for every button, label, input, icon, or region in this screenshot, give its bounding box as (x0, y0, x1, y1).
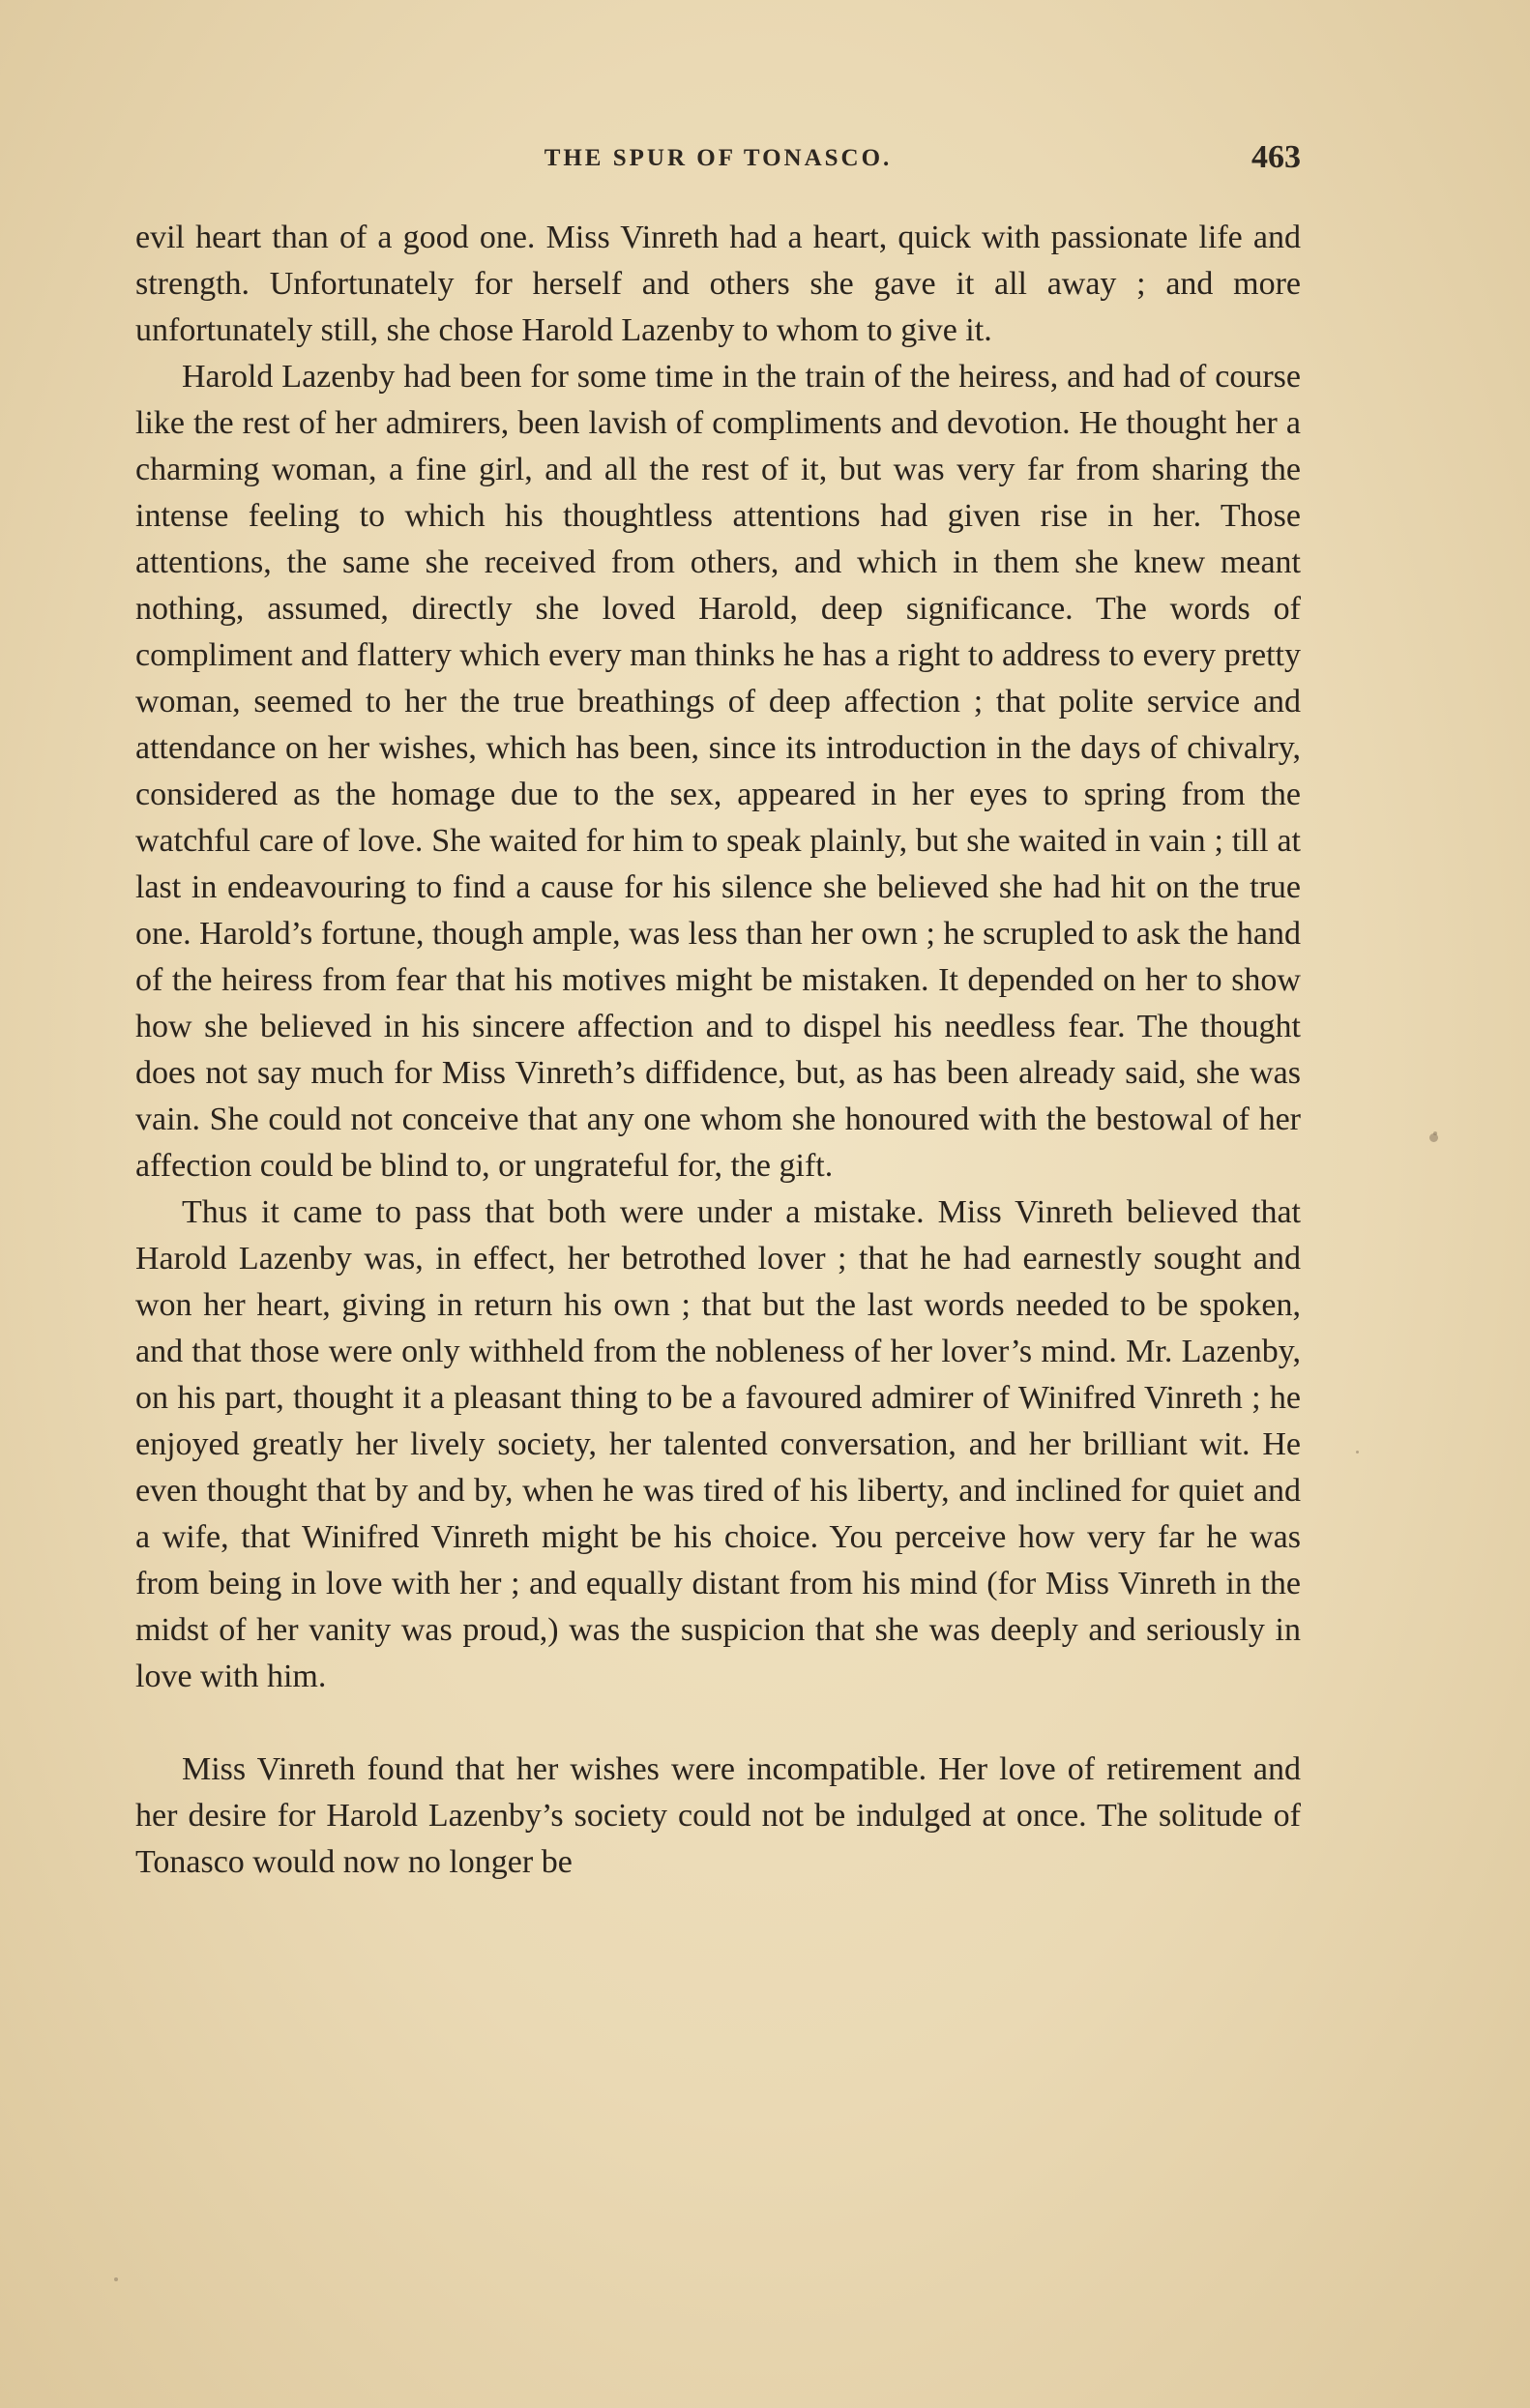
page-number: 463 (1251, 139, 1301, 175)
paragraph-harold: Harold Lazenby had been for some time in the train of the heiress, and had of course like the rest of her admirers, been lavish of compliments and devotion. He thought her a charming woman, a fine girl, and all the rest of it, but was very far from sharing the intense feeling to which his thoughtless attentions had given rise in her. Those attentions, the same she received from others, and which in them she knew meant nothing, assumed, directly she loved Harold, deep significance. The words of compliment and flattery which every man thinks he has a right to address to every pretty woman, seemed to her the true breathings of deep affection ; that polite service and attendance on her wishes, which has been, since its introduction in the days of chivalry, considered as the homage due to the sex, appeared in her eyes to spring from the watchful care of love. She waited for him to speak plainly, but she waited in vain ; till at last in endeavouring to find a cause for his silence she believed she had hit on the true one. Harold’s fortune, though ample, was less than her own ; he scrupled to ask the hand of the heiress from fear that his motives might be mistaken. It depended on her to show how she believed in his sincere affection and to dispel his needless fear. The thought does not say much for Miss Vinreth’s diffidence, but, as has been already said, she was vain. She could not conceive that any one whom she honoured with the bestowal of her affection could be blind to, or ungrateful for, the gift. (135, 359, 1301, 1184)
paper-speck (114, 2277, 118, 2281)
paper-speck (1433, 1131, 1437, 1135)
paragraph-continued: evil heart than of a good one. Miss Vinreth had a heart, quick with passionate life and strength. Unfortunately for herself and others she gave it all away ; and more unfortunately still, she chose Harold Lazenby to whom to give it. (135, 220, 1301, 348)
body-text (135, 215, 1301, 1886)
running-title: THE SPUR OF TONASCO. (544, 145, 893, 171)
paper-speck (1356, 1451, 1359, 1454)
running-head (135, 139, 1301, 184)
paragraph-wishes: Miss Vinreth found that her wishes were incompatible. Her love of retirement and her desire for Harold Lazenby’s society could not be indulged at once. The solitude of Tonasco would now no longer be (135, 1751, 1301, 1880)
paragraph-mistake: Thus it came to pass that both were under a mistake. Miss Vinreth believed that Harold Lazenby was, in effect, her betrothed lover ; that he had earnestly sought and won her heart, giving in return his own ; that but the last words needed to be spoken, and that those were only withheld from the nobleness of her lover’s mind. Mr. Lazenby, on his part, thought it a pleasant thing to be a favoured admirer of Winifred Vinreth ; he enjoyed greatly her lively society, her talented conversation, and her brilliant wit. He even thought that by and by, when he was tired of his liberty, and inclined for quiet and a wife, that Winifred Vinreth might be his choice. You perceive how very far he was from being in love with her ; and equally distant from his mind (for Miss Vinreth in the midst of her vanity was proud,) was the suspicion that she was deeply and seriously in love with him. (135, 1194, 1301, 1694)
